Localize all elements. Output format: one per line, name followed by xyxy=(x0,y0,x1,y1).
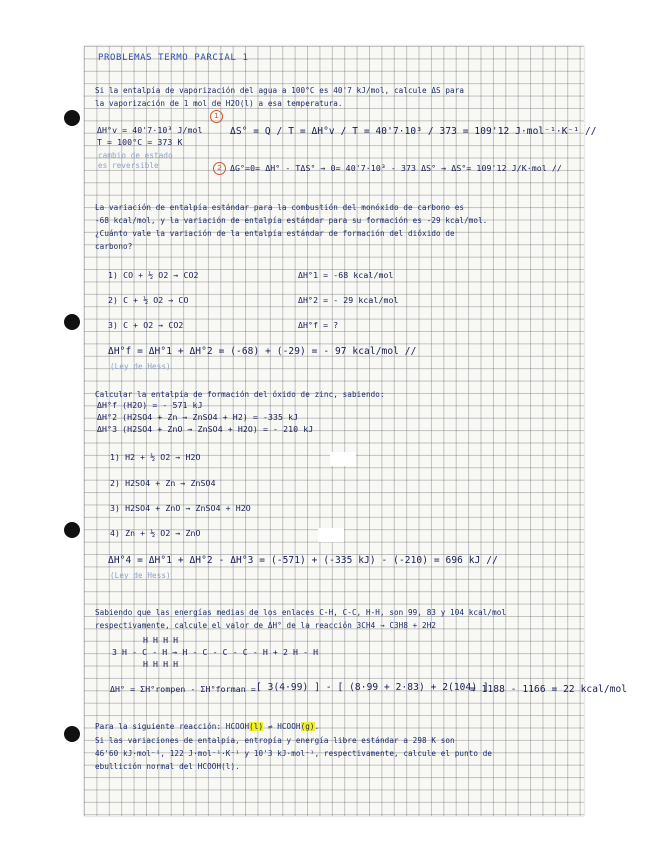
p1-note: cambio de estado xyxy=(98,151,173,160)
p3-reaction-4: 4) Zn + ½ O2 → ZnO xyxy=(110,528,201,538)
p5-statement-line: ebullición normal del HCOOH(l). xyxy=(95,762,240,771)
p1-note: es reversible xyxy=(98,161,159,170)
p3-data-3: ΔH°3 (H2SO4 + ZnO → ZnSO4 + H2O) = - 210 kJ xyxy=(97,424,314,434)
p2-reaction-1-enthalpy: ΔH°1 = -68 kcal/mol xyxy=(298,270,394,280)
p3-reaction-2: 2) H2SO4 + Zn → ZnSO4 xyxy=(110,478,216,488)
p4-equation-label: ΔH° = ΣH°rompen - ΣH°forman = xyxy=(110,684,256,694)
p2-reaction-1: 1) CO + ½ O2 → CO2 xyxy=(108,270,199,280)
p5-statement-line: Si las variaciones de entalpía, entropía y energía libre estándar a 298 K son xyxy=(95,736,455,745)
p5-highlight-gas: (g) xyxy=(300,722,315,731)
p3-hess-law-note: (Ley de Hess) xyxy=(110,571,171,580)
p4-equation-result: = 1188 - 1166 = 22 kcal/mol xyxy=(470,684,628,695)
p4-structure-bottom: H H H H xyxy=(143,659,179,669)
binder-hole xyxy=(64,522,80,538)
p2-hess-law-note: (Ley de Hess) xyxy=(110,362,171,371)
p3-data-1: ΔH°f (H2O) = - 571 kJ xyxy=(97,400,203,410)
p3-reaction-1: 1) H2 + ½ O2 → H2O xyxy=(110,452,201,462)
p1-given-temperature: T = 100°C = 373 K xyxy=(97,137,183,147)
binder-hole xyxy=(64,314,80,330)
paper-glare xyxy=(318,528,344,542)
p3-statement: Calcular la entalpía de formación del óxido de zinc, sabiendo: xyxy=(95,390,385,399)
p1-given-enthalpy: ΔH°v = 40'7·10³ J/mol xyxy=(97,125,203,135)
p2-reaction-2: 2) C + ½ O2 → CO xyxy=(108,295,189,305)
p4-equation-bonds: [ 3(4·99) ] - [ (8·99 + 2·83) + 2(104) ] xyxy=(256,682,489,693)
p2-reaction-2-enthalpy: ΔH°2 = - 29 kcal/mol xyxy=(298,295,399,305)
p1-equation-gibbs: ΔG°=0= ΔH° - TΔS° → 0= 40'7·10³ - 373 ΔS° → ΔS°= 109'12 J/K·mol // xyxy=(230,163,562,173)
p5-text: . xyxy=(314,722,320,731)
p1-method-marker: 2 xyxy=(213,162,226,175)
p5-text: Para la siguiente reacción: HCOOH xyxy=(95,722,250,731)
p2-result: ΔH°f = ΔH°1 + ΔH°2 = (-68) + (-29) = - 97 kcal/mol // xyxy=(108,346,417,357)
p2-statement-line: La variación de entalpía estándar para la combustión del monóxido de carbono es xyxy=(95,203,465,212)
p4-statement-line: respectivamente, calcule el valor de ΔH° de la reacción 3CH4 → C3H8 + 2H2 xyxy=(95,621,437,630)
p2-statement-line: ¿Cuánto vale la variación de la entalpía estándar de formación del dióxido de xyxy=(95,229,455,238)
binder-hole xyxy=(64,726,80,742)
paper-glare xyxy=(330,452,356,466)
p2-statement-line: carbono? xyxy=(95,242,133,251)
p2-reaction-3-enthalpy: ΔH°f = ? xyxy=(298,320,339,330)
p5-statement-line: 46'60 kJ·mol⁻¹, 122 J·mol⁻¹·K⁻¹ y 10'3 kJ·mol⁻¹, respectivamente, calcule el punto de xyxy=(95,749,493,758)
p1-statement-line: la vaporización de 1 mol de H2O(l) a esa temperatura. xyxy=(95,99,343,108)
p2-statement-line: -68 kcal/mol, y la variación de entalpía estándar para su formación es -29 kcal/mol. xyxy=(95,216,488,225)
p5-text: ⇌ HCOOH xyxy=(263,722,301,731)
p4-statement-line: Sabiendo que las energías medias de los enlaces C-H, C-C, H-H, son 99, 83 y 104 kcal/mol xyxy=(95,608,507,617)
page-title: PROBLEMAS TERMO PARCIAL 1 xyxy=(98,53,249,63)
p1-method-marker: 1 xyxy=(210,110,223,123)
p5-highlight-liquid: (l) xyxy=(249,722,264,731)
p3-result: ΔH°4 = ΔH°1 + ΔH°2 - ΔH°3 = (-571) + (-335 kJ) - (-210) = 696 kJ // xyxy=(108,555,498,566)
p4-structure-top: H H H H xyxy=(143,635,179,645)
p5-statement-line xyxy=(95,722,319,731)
binder-hole xyxy=(64,110,80,126)
p3-reaction-3: 3) H2SO4 + ZnO → ZnSO4 + H2O xyxy=(110,503,251,513)
p1-statement-line: Si la entalpía de vaporización del agua a 100°C es 40'7 kJ/mol, calcule ΔS para xyxy=(95,86,465,95)
p1-equation-entropy: ΔS° = Q / T = ΔH°v / T = 40'7·10³ / 373 = 109'12 J·mol⁻¹·K⁻¹ // xyxy=(230,126,597,137)
p4-structure-formula: 3 H - C - H → H - C - C - C - H + 2 H - H xyxy=(112,647,319,657)
p2-reaction-3: 3) C + O2 → CO2 xyxy=(108,320,184,330)
p3-data-2: ΔH°2 (H2SO4 + Zn → ZnSO4 + H2) = -335 kJ xyxy=(97,412,299,422)
